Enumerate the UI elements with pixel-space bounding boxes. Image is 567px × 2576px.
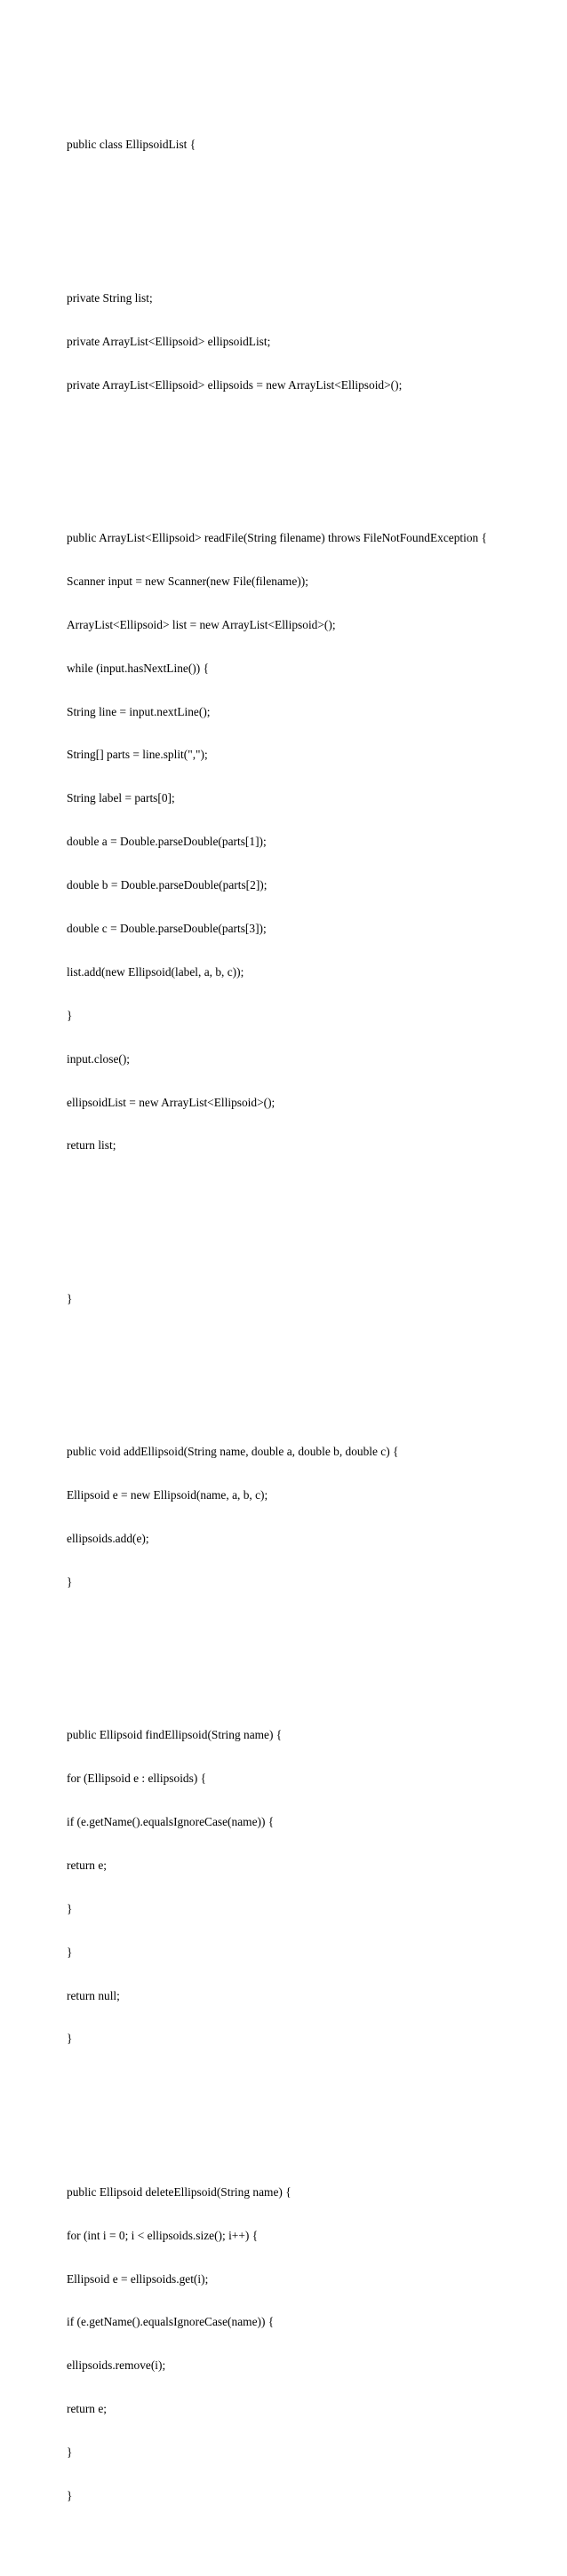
- code-line: ellipsoids.add(e);: [67, 1531, 149, 1545]
- paragraph-gap: [67, 1647, 547, 1655]
- code-line: private ArrayList<Ellipsoid> ellipsoidList;: [67, 334, 271, 348]
- code-line: ellipsoidList = new ArrayList<Ellipsoid>();: [67, 1095, 276, 1109]
- code-line: }: [67, 1574, 73, 1589]
- code-line: while (input.hasNextLine()) {: [67, 661, 210, 675]
- paragraph-gap: [67, 2104, 547, 2112]
- code-line: Ellipsoid e = ellipsoids.get(i);: [67, 2271, 209, 2286]
- code-line: }: [67, 1008, 73, 1022]
- paragraph-class-declaration: [67, 109, 547, 181]
- paragraph-add-ellipsoid-method: [67, 1416, 547, 1619]
- code-line: ArrayList<Ellipsoid> list = new ArrayList<Ellipsoid>();: [67, 617, 336, 631]
- paragraph-gap: [67, 1364, 547, 1372]
- code-line: }: [67, 2445, 73, 2460]
- code-line: public Ellipsoid deleteEllipsoid(String name) {: [67, 2184, 291, 2199]
- code-line: public Ellipsoid findEllipsoid(String name) {: [67, 1728, 283, 1742]
- code-line: return null;: [67, 1988, 120, 2002]
- code-line: double b = Double.parseDouble(parts[2]);: [67, 878, 268, 892]
- code-line: }: [67, 1945, 73, 1959]
- code-line: for (Ellipsoid e : ellipsoids) {: [67, 1771, 207, 1786]
- code-line: String[] parts = line.split(",");: [67, 748, 208, 762]
- code-line: }: [67, 2489, 73, 2503]
- code-line: String label = parts[0];: [67, 791, 175, 805]
- paragraph-gap: [67, 1211, 547, 1219]
- code-line: public class EllipsoidList {: [67, 138, 196, 152]
- code-line: if (e.getName().equalsIgnoreCase(name)) {: [67, 2315, 275, 2329]
- code-line: }: [67, 1291, 73, 1305]
- code-line: for (int i = 0; i < ellipsoids.size(); i++) {: [67, 2228, 259, 2242]
- paragraph-read-file-close: [67, 1263, 547, 1335]
- paragraph-gap: [67, 450, 547, 458]
- code-line: list.add(new Ellipsoid(label, a, b, c));: [67, 964, 244, 979]
- code-line: Ellipsoid e = new Ellipsoid(name, a, b, c);: [67, 1488, 268, 1502]
- code-line: public void addEllipsoid(String name, double a, double b, double c) {: [67, 1445, 399, 1459]
- paragraph-read-file-method: [67, 502, 547, 1182]
- code-line: ellipsoids.remove(i);: [67, 2358, 166, 2373]
- paragraph-find-ellipsoid-method: [67, 1700, 547, 2076]
- code-line: }: [67, 2032, 73, 2046]
- code-line: private String list;: [67, 290, 153, 305]
- paragraph-delete-ellipsoid-method: [67, 2156, 547, 2532]
- code-line: public ArrayList<Ellipsoid> readFile(String filename) throws FileNotFoundException {: [67, 530, 488, 544]
- code-line: }: [67, 1901, 73, 1915]
- code-line: input.close();: [67, 1051, 131, 1066]
- code-line: double c = Double.parseDouble(parts[3]);: [67, 922, 267, 935]
- code-line: return list;: [67, 1138, 116, 1153]
- code-line: return e;: [67, 2402, 107, 2416]
- code-line: double a = Double.parseDouble(parts[1]);: [67, 835, 267, 849]
- paragraph-gap: [67, 210, 547, 218]
- code-line: Scanner input = new Scanner(new File(filename));: [67, 574, 308, 588]
- code-line: if (e.getName().equalsIgnoreCase(name)) {: [67, 1814, 275, 1828]
- code-line: String line = input.nextLine();: [67, 704, 211, 718]
- code-listing: [67, 66, 547, 2576]
- code-line: return e;: [67, 1858, 107, 1872]
- code-line: private ArrayList<Ellipsoid> ellipsoids = new ArrayList<Ellipsoid>();: [67, 377, 403, 392]
- paragraph-fields: [67, 262, 547, 421]
